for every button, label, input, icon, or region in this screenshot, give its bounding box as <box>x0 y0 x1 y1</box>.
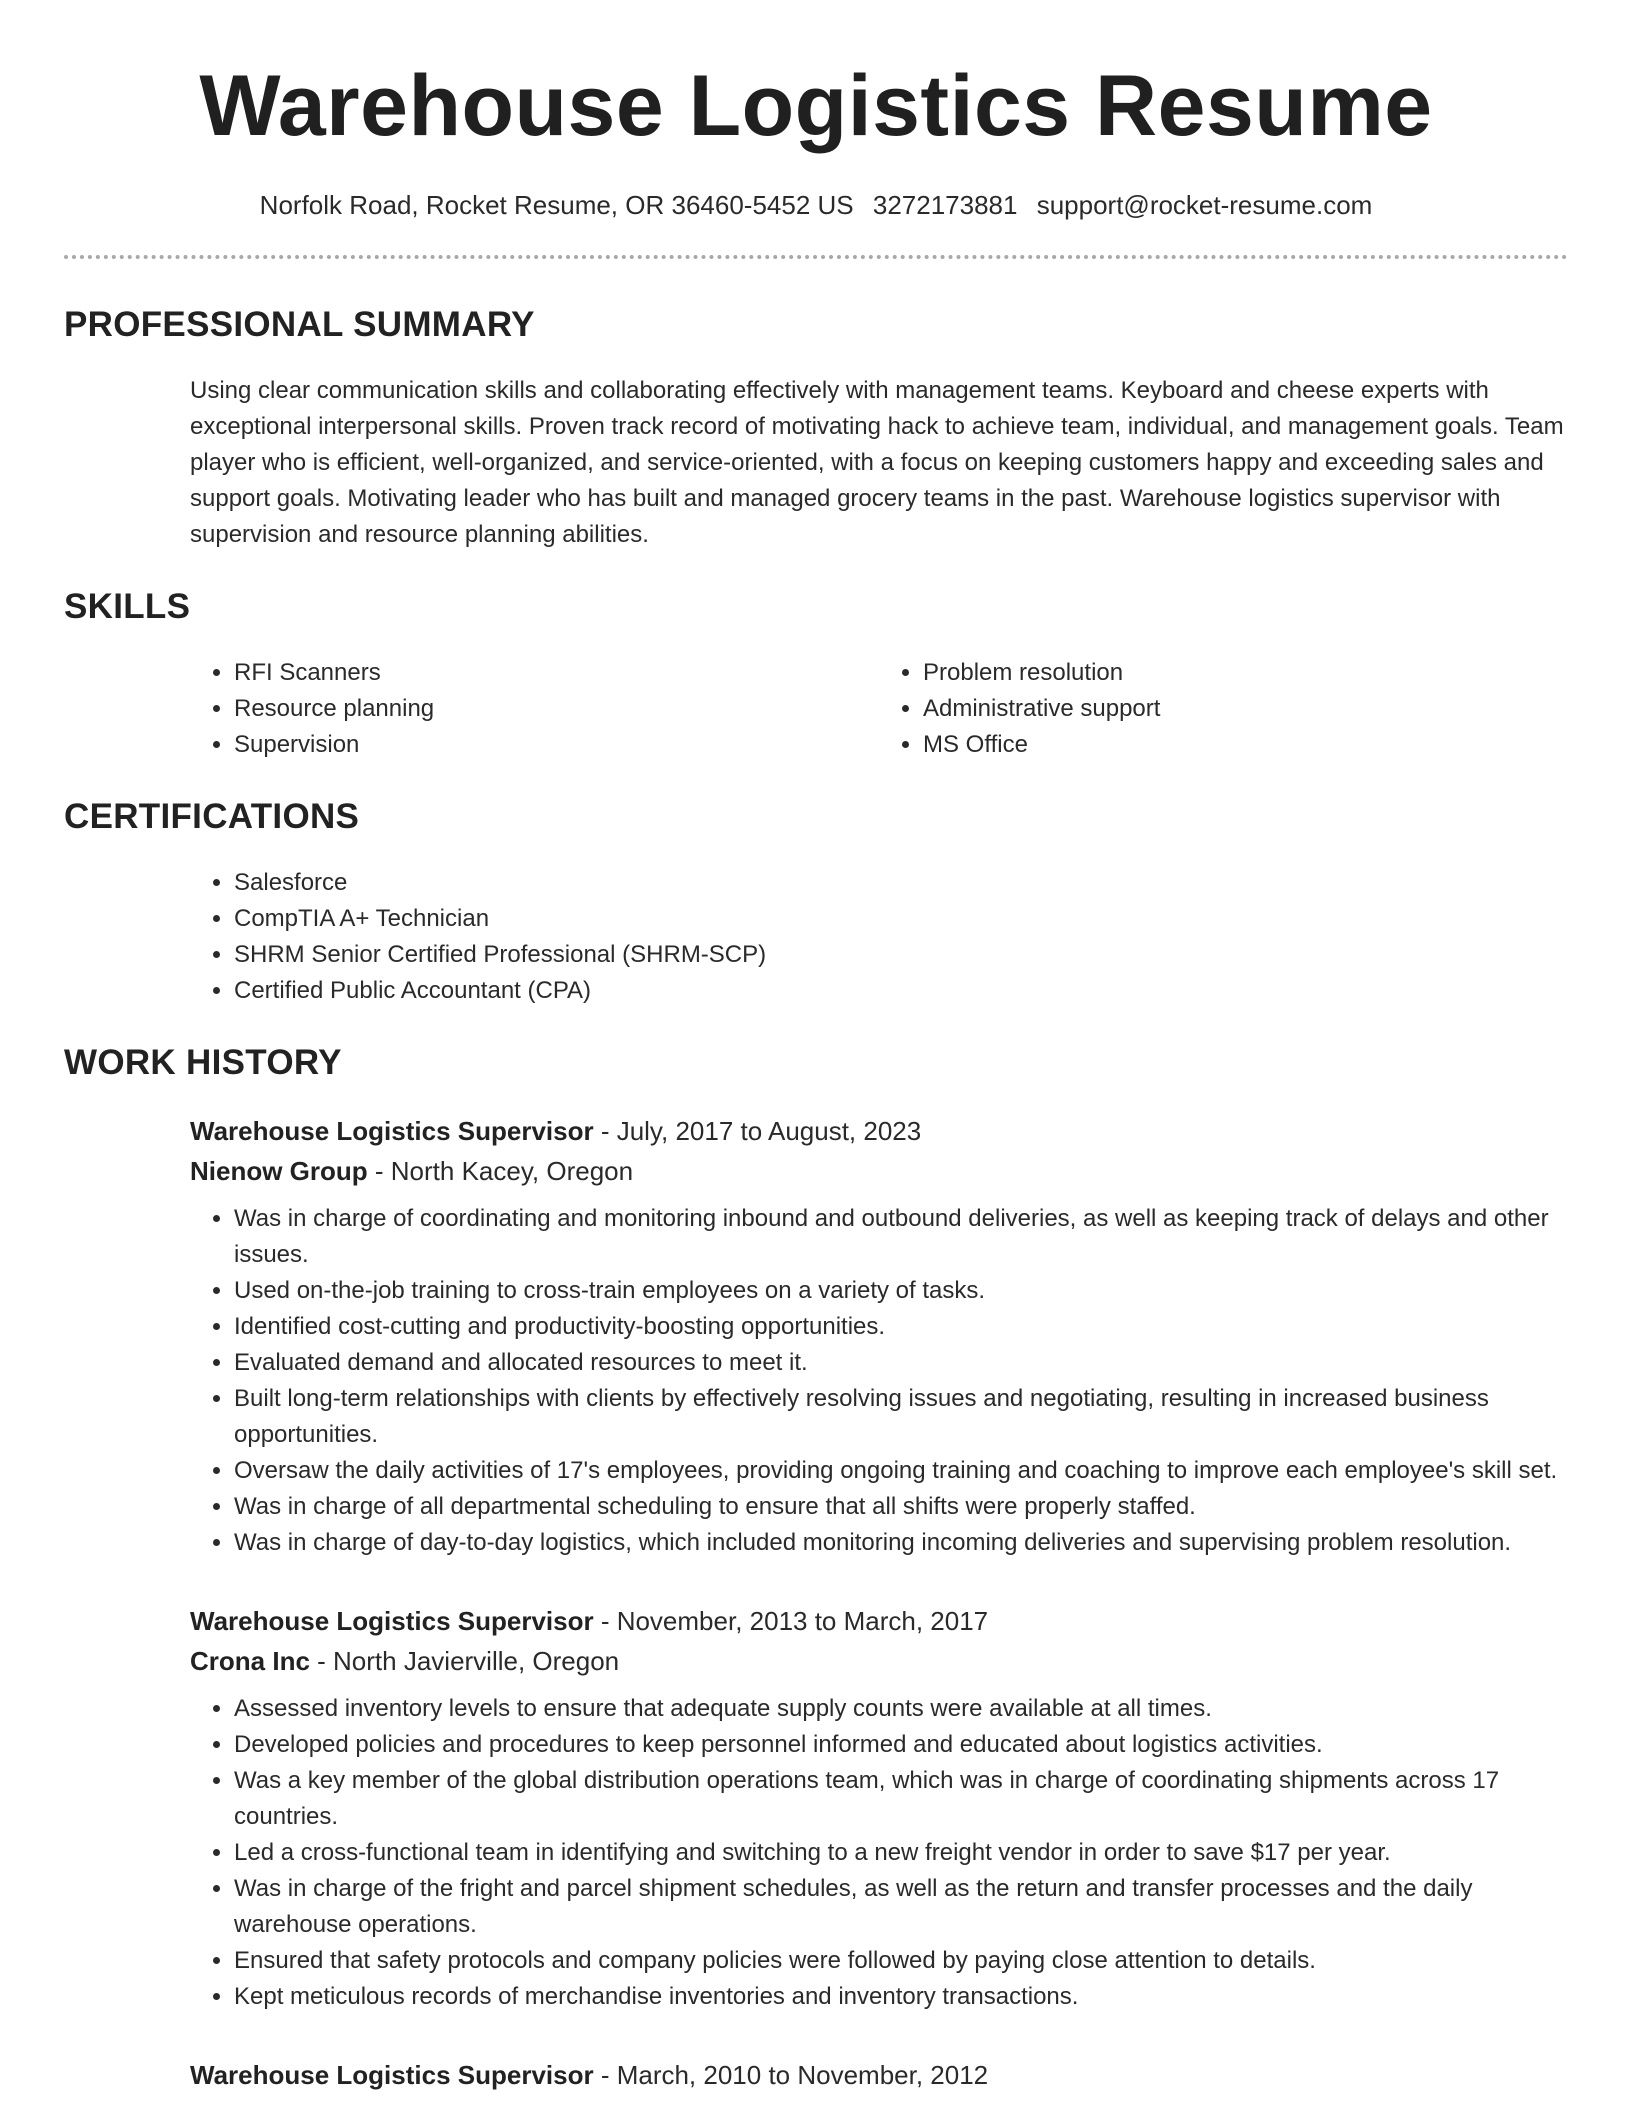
job-company-line <box>190 1641 1568 1681</box>
job-dates: - July, 2017 to August, 2023 <box>593 1116 922 1146</box>
list-item: • Ensured that safety protocols and company policies were followed by paying close attention to details. <box>234 1943 1568 1979</box>
skills-list-right <box>879 655 1568 763</box>
job-dates: - November, 2013 to March, 2017 <box>593 1606 989 1636</box>
certifications-section <box>64 797 1568 1009</box>
page-title: Warehouse Logistics Resume <box>199 58 1433 154</box>
list-item: • Used on-the-job training to cross-train employees on a variety of tasks. <box>234 1273 1568 1309</box>
section-title-summary: PROFESSIONAL SUMMARY <box>64 305 535 344</box>
skills-section <box>64 587 1568 763</box>
job-entry <box>190 1601 1568 2015</box>
address: Norfolk Road, Rocket Resume, OR 36460-5452 US <box>259 190 854 220</box>
list-item: • Kept meticulous records of merchandise inventories and inventory transactions. <box>234 1979 1568 2015</box>
list-item: • Evaluated demand and allocated resources to meet it. <box>234 1345 1568 1381</box>
job-bullets <box>190 1691 1568 2015</box>
job-location: - North Javierville, Oregon <box>309 1646 620 1676</box>
list-item: • Was in charge of day-to-day logistics, which included monitoring incoming deliveries and supervising problem resolution. <box>234 1525 1568 1561</box>
job-role: Warehouse Logistics Supervisor <box>190 2060 594 2090</box>
list-item: • Certified Public Accountant (CPA) <box>234 973 1568 1009</box>
list-item: • Identified cost-cutting and productivity-boosting opportunities. <box>234 1309 1568 1345</box>
header-divider <box>64 255 1568 259</box>
contact-line <box>0 190 1632 221</box>
job-entry <box>190 2055 1568 2095</box>
section-title-work-history: WORK HISTORY <box>64 1043 342 1082</box>
list-item: • Built long-term relationships with clients by effectively resolving issues and negotiating, resulting in increased business opportunities. <box>234 1381 1568 1453</box>
list-item: • Was in charge of coordinating and monitoring inbound and outbound deliveries, as well as keeping track of delays and other issues. <box>234 1201 1568 1273</box>
job-company: Nienow Group <box>190 1156 368 1186</box>
list-item: • Developed policies and procedures to keep personnel informed and educated about logistics activities. <box>234 1727 1568 1763</box>
skills-list-left <box>190 655 879 763</box>
job-title-line <box>190 2055 1568 2095</box>
phone-number: 3272173881 <box>872 190 1018 220</box>
job-dates: - March, 2010 to November, 2012 <box>593 2060 989 2090</box>
section-title-certifications: CERTIFICATIONS <box>64 797 360 836</box>
list-item: • CompTIA A+ Technician <box>234 901 1568 937</box>
summary-section <box>64 305 1568 553</box>
job-role: Warehouse Logistics Supervisor <box>190 1116 594 1146</box>
list-item: • RFI Scanners <box>234 655 879 691</box>
list-item: • Problem resolution <box>923 655 1568 691</box>
job-title-line <box>190 1601 1568 1641</box>
list-item: • Supervision <box>234 727 879 763</box>
resume-header <box>0 0 1632 221</box>
list-item: • Was in charge of all departmental scheduling to ensure that all shifts were properly staffed. <box>234 1489 1568 1525</box>
job-title-line <box>190 1111 1568 1151</box>
section-title-skills: SKILLS <box>64 587 191 626</box>
list-item: • Led a cross-functional team in identifying and switching to a new freight vendor in order to save $17 per year. <box>234 1835 1568 1871</box>
job-role: Warehouse Logistics Supervisor <box>190 1606 594 1636</box>
summary-text: Using clear communication skills and collaborating effectively with management teams. Keyboard and cheese experts with exceptional interpersonal skills. Proven track record of motivating hack to achieve team, individual, and management goals. Team player who is efficient, well-organized, and service-oriented, with a focus on keeping customers happy and exceeding sales and support goals. Motivating leader who has built and managed grocery teams in the past. Warehouse logistics supervisor with supervision and resource planning abilities. <box>190 377 1564 548</box>
skills-grid <box>190 655 1568 763</box>
list-item: • Administrative support <box>923 691 1568 727</box>
list-item: • MS Office <box>923 727 1568 763</box>
job-company: Crona Inc <box>190 1646 310 1676</box>
work-history-section <box>64 1043 1568 2095</box>
job-company-line <box>190 1151 1568 1191</box>
job-bullets <box>190 1201 1568 1561</box>
list-item: • SHRM Senior Certified Professional (SHRM-SCP) <box>234 937 1568 973</box>
job-entry <box>190 1111 1568 1561</box>
list-item: • Was a key member of the global distribution operations team, which was in charge of coordinating shipments across 17 countries. <box>234 1763 1568 1835</box>
certifications-content <box>190 865 1568 1009</box>
list-item: • Was in charge of the fright and parcel shipment schedules, as well as the return and transfer processes and the daily warehouse operations. <box>234 1871 1568 1943</box>
list-item: • Oversaw the daily activities of 17's employees, providing ongoing training and coaching to improve each employee's skill set. <box>234 1453 1568 1489</box>
email-address: support@rocket-resume.com <box>1036 190 1373 220</box>
list-item: • Assessed inventory levels to ensure that adequate supply counts were available at all times. <box>234 1691 1568 1727</box>
job-location: - North Kacey, Oregon <box>367 1156 634 1186</box>
list-item: • Resource planning <box>234 691 879 727</box>
list-item: • Salesforce <box>234 865 1568 901</box>
certifications-list <box>190 865 1568 1009</box>
